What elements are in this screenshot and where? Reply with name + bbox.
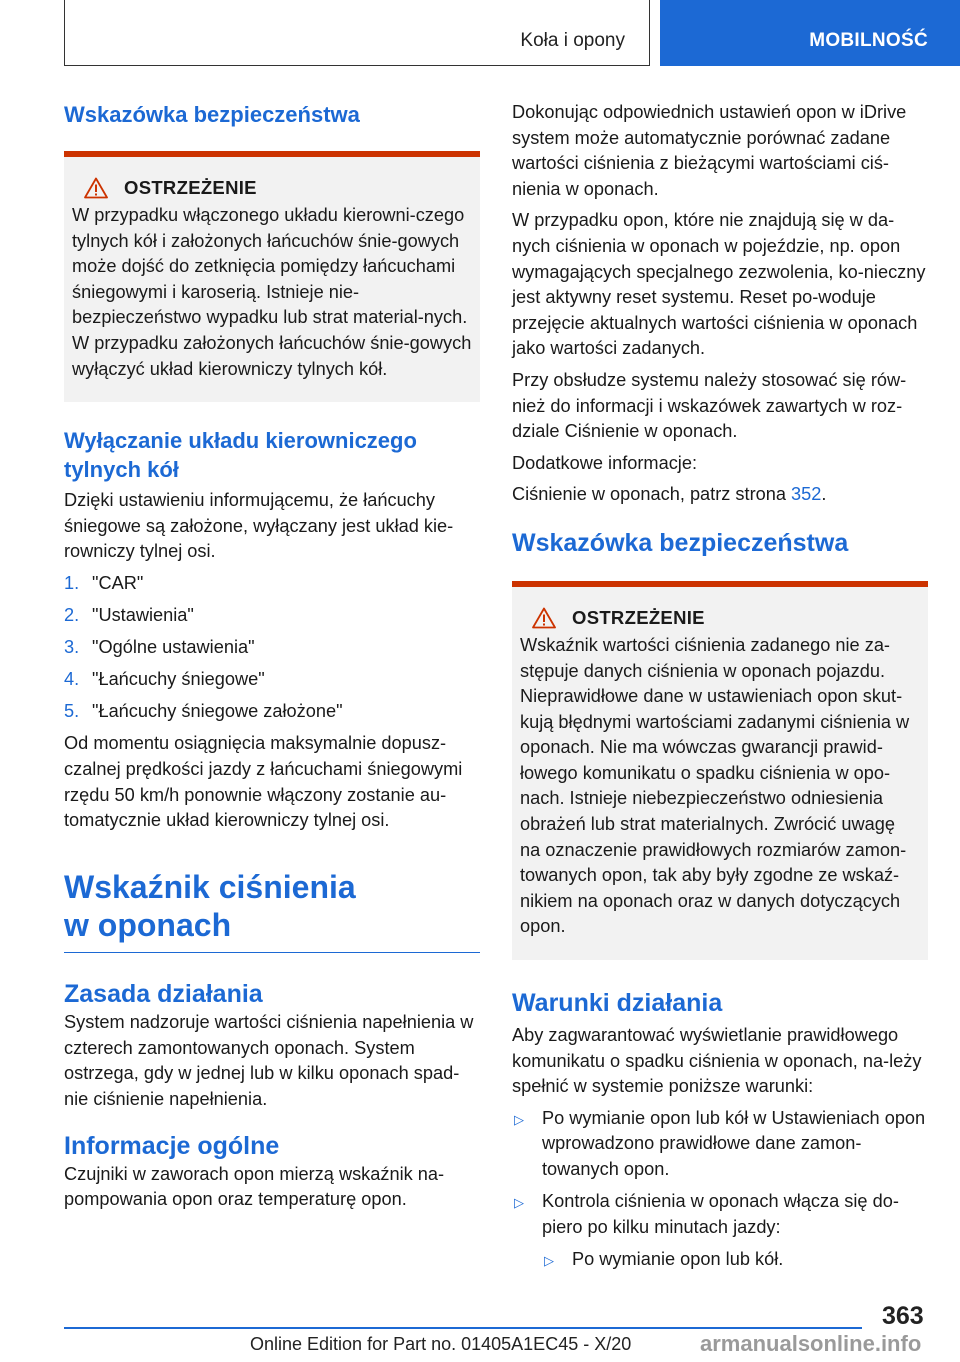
condition-text: Po wymianie opon lub kół. <box>572 1248 784 1269</box>
header-section-box <box>64 0 650 66</box>
list-item <box>542 1247 928 1274</box>
step-text: "Łańcuchy śniegowe założone" <box>92 701 343 722</box>
edition-text: Online Edition for Part no. 01405A1EC45 - X/20 <box>250 1334 632 1354</box>
conditions-list <box>512 1106 928 1240</box>
warning-title: OSTRZEŻENIE <box>124 177 257 198</box>
step-number: 5. <box>64 701 80 722</box>
main-heading-line1: Wskaźnik ciśnienia <box>64 868 356 905</box>
list-item <box>64 635 480 661</box>
left-column <box>64 100 480 1219</box>
step-text: "Łańcuchy śniegowe" <box>92 669 265 690</box>
warning-triangle-icon <box>532 607 556 629</box>
step-text: "CAR" <box>92 572 144 593</box>
warning-box-1 <box>64 151 480 402</box>
warning-title-row <box>84 177 472 199</box>
step-text: "Ogólne ustawienia" <box>92 637 255 658</box>
triangle-bullet-icon: ▷ <box>514 1195 524 1211</box>
warning-title-row <box>532 607 920 629</box>
footer-divider <box>64 1327 862 1329</box>
deactivate-outro: Od momentu osiągnięcia maksymalnie dopusz-czalnej prędkości jazdy z łańcuchami śniegowymi rzędu 50 km/h ponownie włączony zostanie au-tomatycznie układ kierowniczy tylnej osi. <box>64 733 463 831</box>
page-reference-link[interactable]: 352 <box>791 484 822 505</box>
warning-triangle-icon <box>84 177 108 199</box>
list-item <box>64 603 480 629</box>
chapter-title: MOBILNOŚĆ <box>809 30 928 51</box>
step-number: 3. <box>64 637 80 658</box>
sub-conditions-list <box>542 1247 928 1274</box>
safety-heading-right: Wskazówka bezpieczeństwa <box>512 528 849 557</box>
warning-title: OSTRZEŻENIE <box>572 606 705 628</box>
triangle-bullet-icon: ▷ <box>514 1111 524 1127</box>
deactivate-intro: Dzięki ustawieniu informującemu, że łańcuchy śniegowe są założone, wyłączany jest układ kie-rowniczy tylnej osi. <box>64 490 454 562</box>
step-text: "Ustawienia" <box>92 605 194 626</box>
warning-text: Wskaźnik wartości ciśnienia zadanego nie za-stępuje danych ciśnienia w oponach pojazdu. Nieprawidłowe dane w ustawieniach opon skut-kują błędnymi wartościami zadanymi ciśnienia w oponach. Nie ma wówczas gwarancji prawid-łowego komunikatu o spadku ciśnienia w opo-nach. Istnieje niebezpieczeństwo odniesienia obrażeń lub strat materialnych. Zwrócić uwagę na oznaczenie prawidłowych rozmiarów zamon-towanych opon, tak aby były zgodne ze wskaź-nikiem na oponach oraz w danych dotyczących opon. <box>520 634 910 937</box>
list-item <box>64 699 480 725</box>
steps-list <box>64 571 480 725</box>
reference-text: Ciśnienie w oponach, patrz strona <box>512 484 792 505</box>
page-number: 363 <box>882 1302 924 1330</box>
step-number: 2. <box>64 605 80 626</box>
warning-box-2 <box>512 581 928 960</box>
step-number: 1. <box>64 572 80 593</box>
list-item <box>64 571 480 597</box>
paragraph: Dokonując odpowiednich ustawień opon w iDrive system może automatycznie porównać zadane wartości ciśnienia z bieżącymi wartościami ciś-nienia w oponach. <box>512 102 907 199</box>
main-heading <box>64 868 480 944</box>
deactivate-heading: Wyłączanie układu kierowniczego tylnych kół <box>64 428 417 483</box>
condition-text: Po wymianie opon lub kół w Ustawieniach opon wprowadzono prawidłowe dane zamon-towanych opon. <box>542 1107 926 1179</box>
heading-divider <box>64 952 480 954</box>
paragraph: Przy obsłudze systemu należy stosować się rów-nież do informacji i wskazówek zawartych w roz-dziale Ciśnienie w oponach. <box>512 369 907 442</box>
conditions-heading: Warunki działania <box>512 989 723 1018</box>
reference-suffix: . <box>821 484 827 505</box>
section-title: Koła i opony <box>520 30 625 51</box>
paragraph: W przypadku opon, które nie znajdują się w da-nych ciśnienia w oponach w pojeździe, np. opon wymagających specjalnego zezwolenia, ko-nieczny jest aktywny reset systemu. Reset po-woduje przejęcie aktualnych wartości ciśnienia w oponach jako wartości zadanych. <box>512 210 926 359</box>
general-heading: Informacje ogólne <box>64 1131 280 1160</box>
list-item <box>64 667 480 693</box>
watermark-logo: armanualsonline.info <box>700 1331 922 1356</box>
list-item <box>512 1189 928 1240</box>
safety-heading-left: Wskazówka bezpieczeństwa <box>64 102 360 127</box>
principle-heading: Zasada działania <box>64 980 263 1009</box>
right-column <box>512 100 928 1280</box>
paragraph: Dodatkowe informacje: <box>512 452 697 473</box>
step-number: 4. <box>64 669 80 690</box>
reference-line <box>512 482 928 508</box>
list-item <box>512 1106 928 1183</box>
general-text: Czujniki w zaworach opon mierzą wskaźnik na-pompowania opon oraz temperaturę opon. <box>64 1163 445 1210</box>
triangle-bullet-icon: ▷ <box>544 1252 554 1268</box>
condition-text: Kontrola ciśnienia w oponach włącza się do-piero po kilku minutach jazdy: <box>542 1191 899 1237</box>
principle-text: System nadzoruje wartości ciśnienia napełnienia w czterech zamontowanych oponach. System ostrzega, gdy w jednej lub w kilku oponach spad-nie ciśnienie napełnienia. <box>64 1012 474 1110</box>
chapter-tab <box>660 0 960 66</box>
conditions-intro: Aby zagwarantować wyświetlanie prawidłowego komunikatu o spadku ciśnienia w oponach, na-leży spełnić w systemie poniższe warunki: <box>512 1025 922 1097</box>
main-heading-line2: w oponach <box>64 906 232 943</box>
warning-text: W przypadku włączonego układu kierowni-czego tylnych kół i założonych łańcuchów śnie-gowych może dojść do zetknięcia pomiędzy łańcuchami śniegowymi i karoserią. Istnieje nie-bezpieczeństwo wypadku lub strat material-nych. W przypadku założonych łańcuchów śnie-gowych wyłączyć układ kierowniczy tylnych kół. <box>72 205 472 379</box>
